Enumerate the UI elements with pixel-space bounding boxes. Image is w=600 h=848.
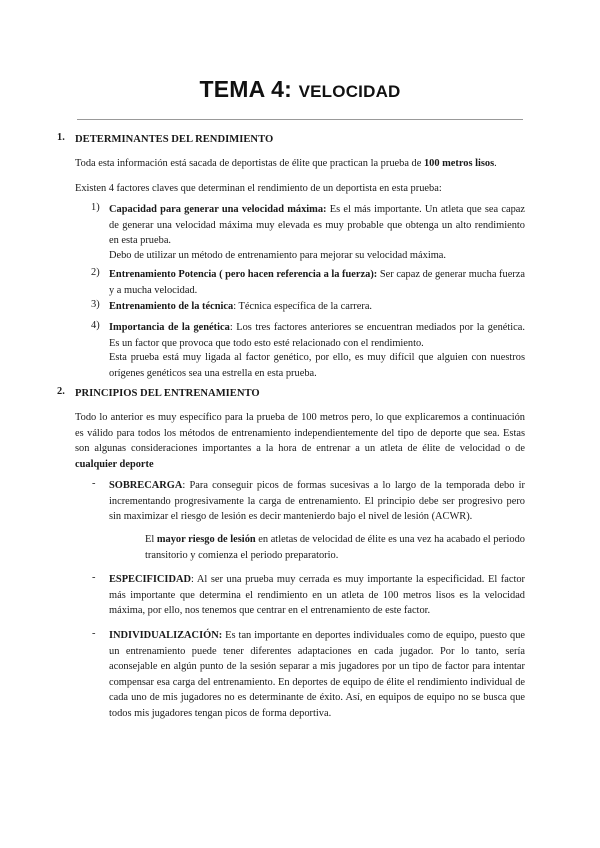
- intro-bold: 100 metros lisos: [423, 158, 495, 169]
- section2-intro: Todo lo anterior es muy específico para la prueba de 100 metros pero, lo que explicaremos a continuación es válido para todos los métodos de entrenamiento independientemente del tipo de deporte que sea. Estas son algunas consideraciones importantes a la hora de entrenar a un atleta de élite de velocidad o de cualquier deporte: [75, 412, 525, 470]
- section2-heading: PRINCIPIOS DEL ENTRENAMIENTO: [75, 388, 260, 399]
- page-title: [0, 76, 600, 103]
- title-divider: [77, 119, 523, 120]
- intro-bold: cualquier deporte: [75, 458, 154, 470]
- section1-factors-intro: Existen 4 factores claves que determinan el rendimiento de un deportista en esta prueba:: [75, 183, 442, 194]
- bullet-dash: -: [92, 628, 96, 639]
- section1-number: 1.: [57, 132, 65, 143]
- bullet-dash: -: [92, 572, 96, 583]
- list-item: Entrenamiento de la técnica: Técnica específica de la carrera.: [109, 301, 373, 312]
- bullet-item: SOBRECARGA: Para conseguir picos de formas sucesivas a lo largo de la temporada debo ir incrementando progresivamente la carga de entrenamiento. El principio debe ser progresivo pero sin maximizar el riesgo de lesión es decir mantenierdo bajo el nivel de lesión (ACWR).: [109, 480, 525, 522]
- section1-heading: DETERMINANTES DEL RENDIMIENTO: [75, 134, 274, 145]
- item-number: 4): [91, 320, 100, 331]
- bullet-item: INDIVIDUALIZACIÓN: Es tan importante en deportes individuales como de equipo, puesto que un entrenamiento puede tener diferentes adaptaciones en cada jugador. Por lo tanto, sería aconsejable en algún punto de la sesión separar a mis jugadores por un tipo de factor para intentar compensar esa carga del entrenamiento. En deportes de equipo de élite el rendimiento individual de cada uno de mis jugadores no es determinante de éxito. Así, en equipos de equipo no se busca que todos mis jugadores tengan picos de forma deportiva.: [109, 630, 525, 719]
- list-item: Importancia de la genética: Los tres factores anteriores se encuentran mediados por la genética. Es un factor que provoca que todo esto esté relacionado con el rendimiento.: [109, 322, 525, 349]
- item-number: 2): [91, 267, 100, 278]
- bullet-item: ESPECIFICIDAD: Al ser una prueba muy cerrada es muy importante la especificidad. El factor más importante que determina el rendimiento en un atleta de 100 metros lisos es la velocidad máxima, por ello, nos tenemos que centrar en el entrenamiento de este factor.: [109, 574, 525, 616]
- bullet-subnote: El mayor riesgo de lesión en atletas de velocidad de élite es una vez ha acabado el periodo transitorio y comienza el periodo preparatorio.: [145, 534, 525, 561]
- title-rest: VELOCIDAD: [298, 82, 401, 101]
- section1-intro: Toda esta información está sacada de deportistas de élite que practican la prueba de 100 metros lisos.: [75, 158, 497, 169]
- list-item: Capacidad para generar una velocidad máxima: Es el más importante. Un atleta que sea capaz de generar una velocidad máxima muy elevada es muy probable que obtenga un alto rendimiento en esta prueba.: [109, 204, 525, 246]
- item-number: 3): [91, 299, 100, 310]
- bullet-dash: -: [92, 478, 96, 489]
- title-main: TEMA 4:: [199, 76, 293, 102]
- list-item-extra: Esta prueba está muy ligada al factor genético, por ello, es muy difícil que alguien con nuestros orígenes genéticos sea una estrella en esta prueba.: [109, 352, 525, 379]
- item-number: 1): [91, 202, 100, 213]
- list-item: Entrenamiento Potencia ( pero hacen referencia a la fuerza): Ser capaz de generar mucha fuerza y a mucha velocidad.: [109, 269, 525, 296]
- list-item-extra: Debo de utilizar un método de entrenamiento para mejorar su velocidad máxima.: [109, 250, 446, 261]
- section2-number: 2.: [57, 386, 65, 397]
